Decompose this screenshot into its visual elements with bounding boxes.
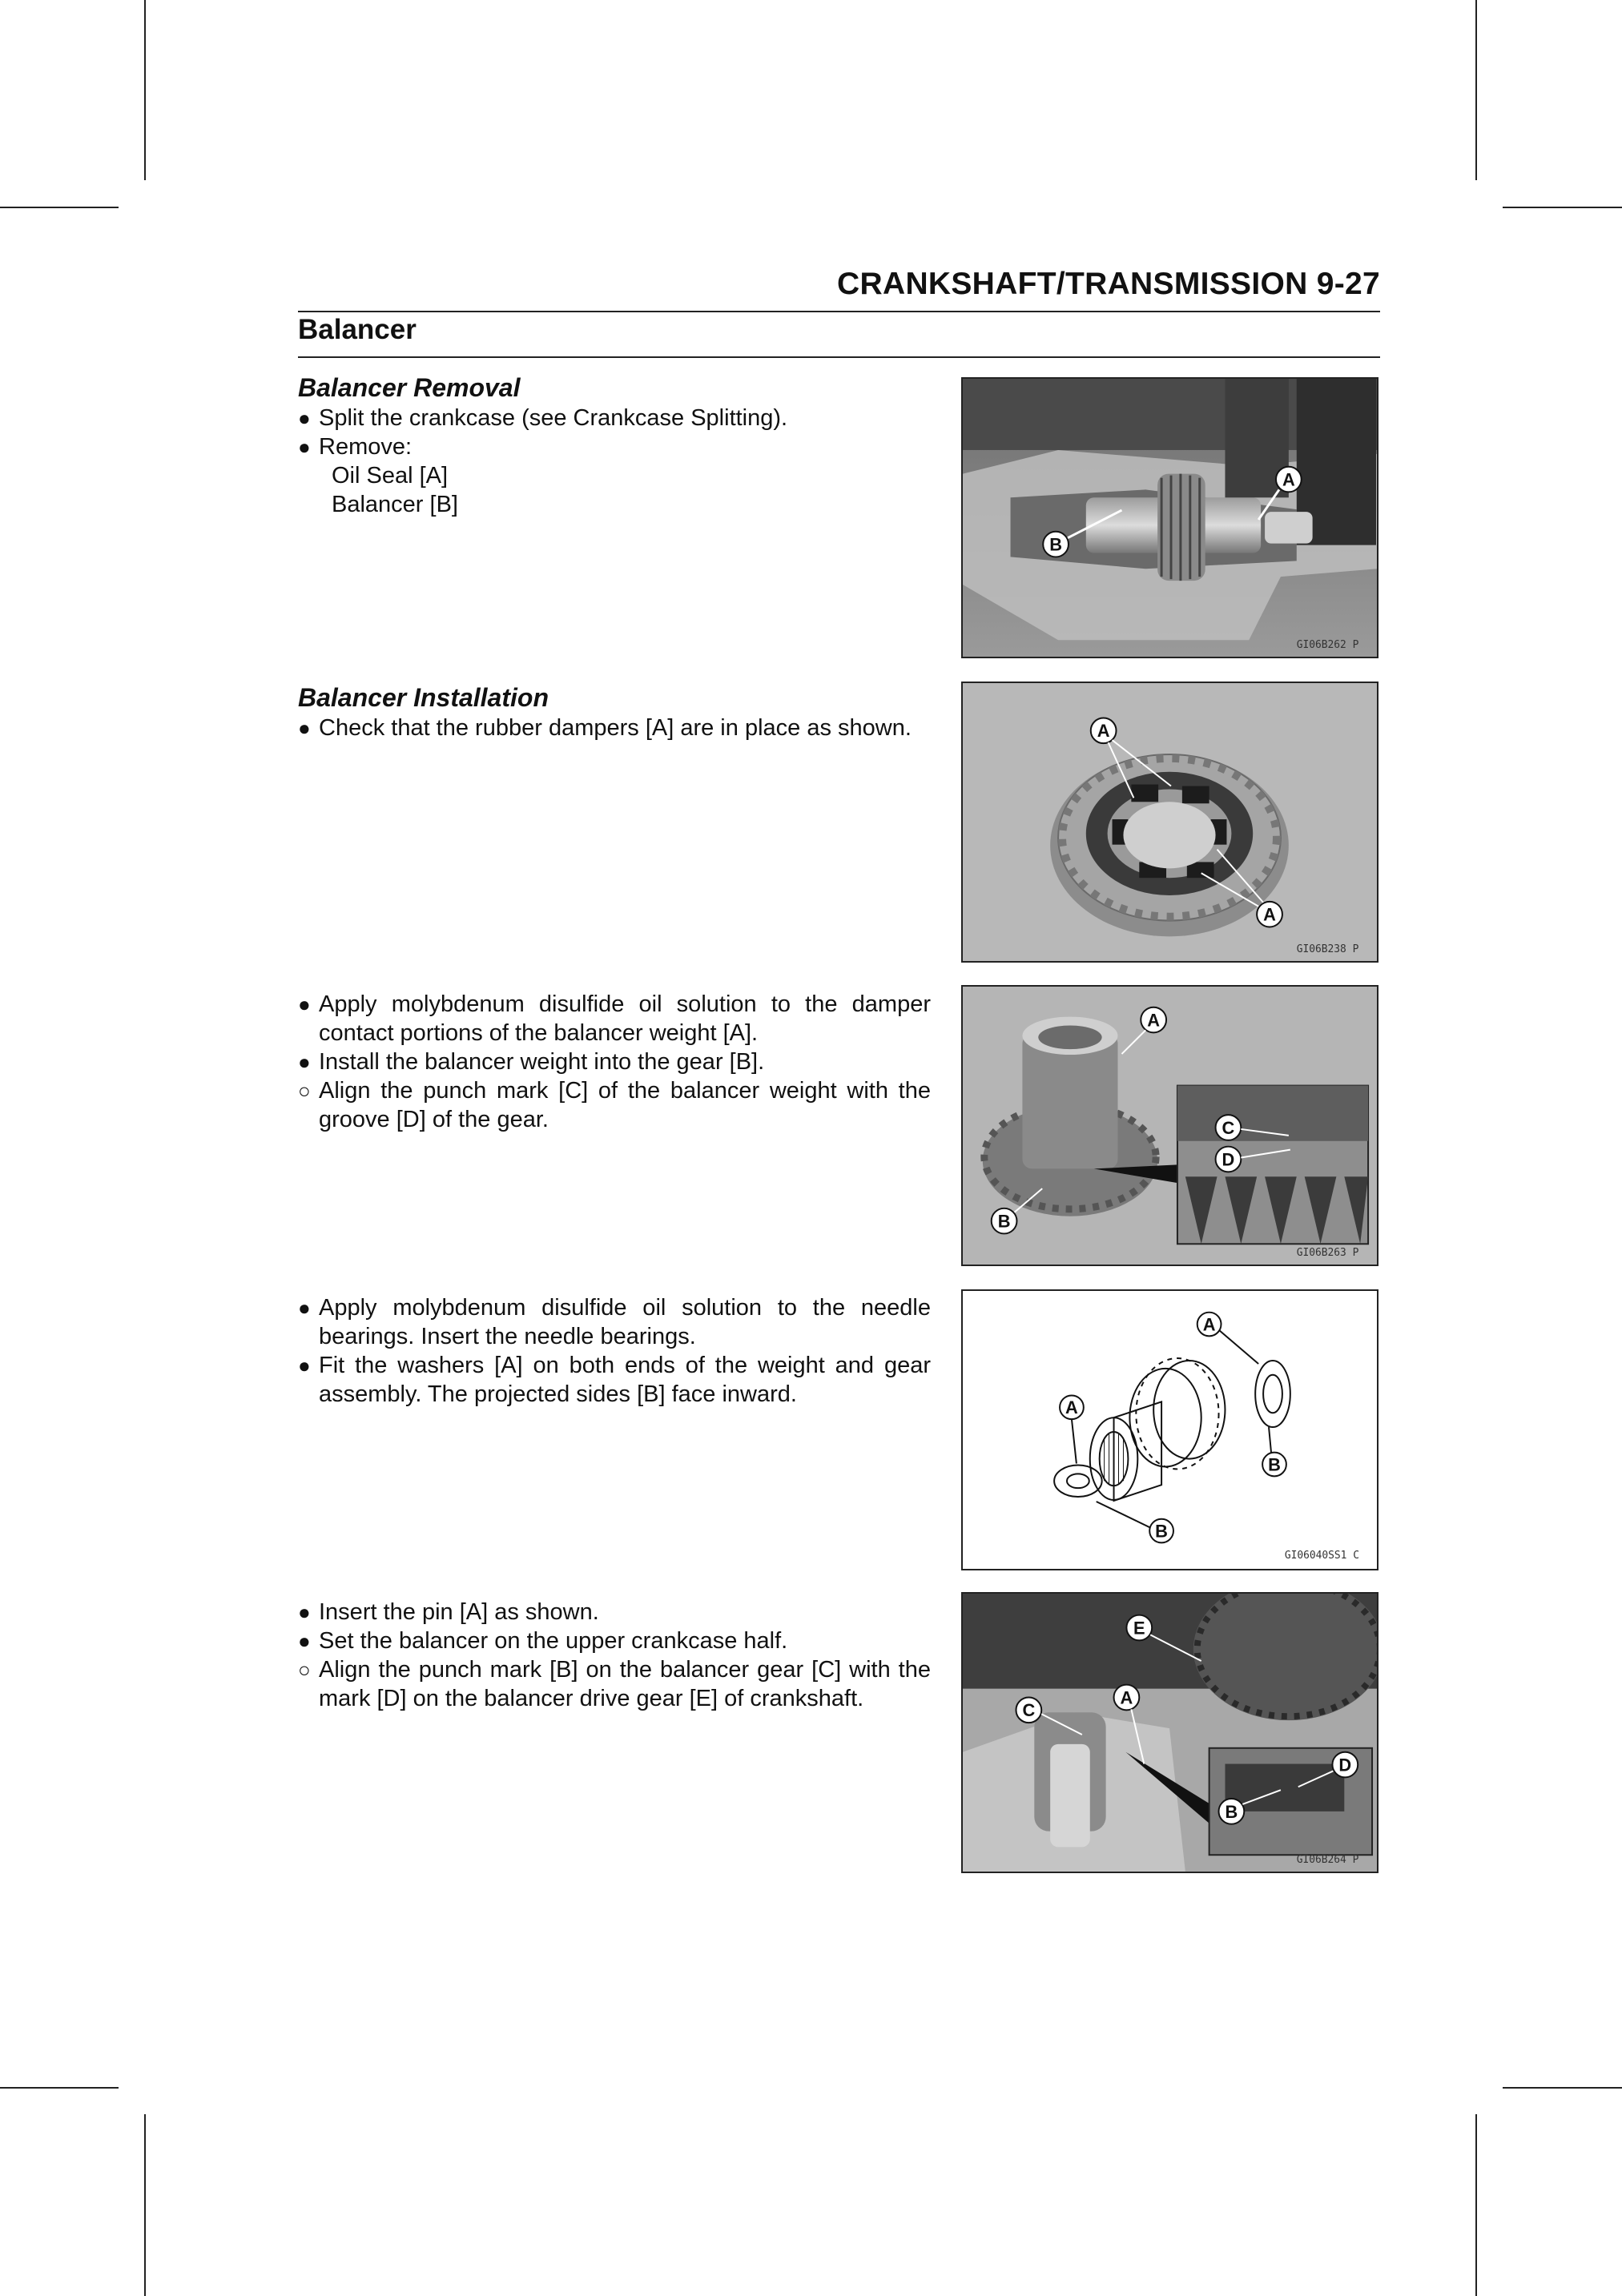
installation-block-3 [298,1293,931,1409]
figure-code: GI06B263 P [1296,1247,1359,1260]
callout-a-right: A [1202,1314,1216,1335]
installation-step: ● Apply molybdenum disulfide oil solution to the damper contact portions of the balancer weight [A]. [298,991,931,1046]
figure-code: GI06B262 P [1296,639,1359,652]
figure-balancer-setting [961,1592,1378,1873]
callout-d: D [1338,1755,1352,1775]
installation-step: ● Apply molybdenum disulfide oil solution to the needle bearings. Insert the needle bearings. [298,1295,931,1349]
bullet-marker: ● [298,406,311,430]
figure-code: GI06B264 P [1296,1854,1359,1867]
figure-washers [961,1289,1378,1570]
callout-b: B [1049,534,1062,555]
installation-substep: ○ Align the punch mark [B] on the balancer gear [C] with the mark [D] on the balancer drive gear [E] of crankshaft. [298,1657,931,1711]
callout-a: A [1282,469,1295,490]
callout-e: E [1133,1618,1145,1639]
installation-block-2 [298,990,931,1134]
bullet-marker: ● [298,716,311,740]
section-rule [298,356,1380,358]
callout-b: B [1225,1801,1238,1822]
installation-substep: ○ Align the punch mark [C] of the balancer weight with the groove [D] of the gear. [298,1078,931,1132]
crop-mark [1503,207,1622,208]
removal-part: Balancer [B] [332,492,458,517]
callout-c: C [1222,1117,1235,1138]
callout-d: D [1222,1149,1235,1170]
installation-step: ● Check that the rubber dampers [A] are in place as shown. [298,715,912,741]
callout-b-right: B [1268,1454,1281,1475]
installation-step: ● Fit the washers [A] on both ends of the weight and gear assembly. The projected sides [B] face inward. [298,1353,931,1407]
installation-step: ● Set the balancer on the upper crankcase half. [298,1628,788,1654]
bullet-marker: ● [298,435,311,459]
removal-step: ● Split the crankcase (see Crankcase Splitting). [298,405,788,431]
crop-mark [1475,2114,1477,2296]
page-header-title: CRANKSHAFT/TRANSMISSION 9-27 [837,267,1380,301]
figure-rubber-dampers [961,682,1378,963]
installation-step: ● Install the balancer weight into the gear [B]. [298,1049,765,1075]
figure-punch-mark [961,985,1378,1266]
sub-marker: ○ [298,1079,311,1103]
figure-code: GI06B238 P [1296,943,1359,956]
callout-a-bottom: A [1263,904,1276,925]
installation-heading: Balancer Installation [298,683,549,712]
figure-balancer-removal [961,377,1378,658]
removal-step: ● Remove: [298,434,413,460]
crop-mark [0,2087,119,2089]
removal-heading: Balancer Removal [298,373,521,402]
crop-mark [1503,2087,1622,2089]
figure-code: GI06040SS1 C [1284,1550,1359,1562]
bullet-marker: ● [298,1629,311,1653]
bullet-marker: ● [298,1353,311,1377]
installation-step: ● Insert the pin [A] as shown. [298,1599,599,1625]
removal-part: Oil Seal [A] [332,463,449,489]
installation-block-4 [298,1598,931,1713]
callout-a-left: A [1065,1397,1078,1418]
bullet-marker: ● [298,1600,311,1624]
crop-mark [144,0,146,180]
sub-marker: ○ [298,1658,311,1682]
crop-mark [144,2114,146,2296]
callout-b: B [997,1211,1011,1232]
callout-a: A [1147,1010,1161,1031]
section-title: Balancer [298,314,417,345]
callout-b-left: B [1155,1521,1168,1542]
header-rule [298,311,1380,312]
callout-c: C [1022,1700,1036,1721]
crop-mark [0,207,119,208]
bullet-marker: ● [298,992,311,1016]
removal-block [298,373,931,519]
bullet-marker: ● [298,1050,311,1074]
installation-block-1 [298,683,931,742]
callout-a: A [1120,1687,1133,1708]
bullet-marker: ● [298,1296,311,1320]
crop-mark [1475,0,1477,180]
callout-a-top: A [1097,721,1110,742]
